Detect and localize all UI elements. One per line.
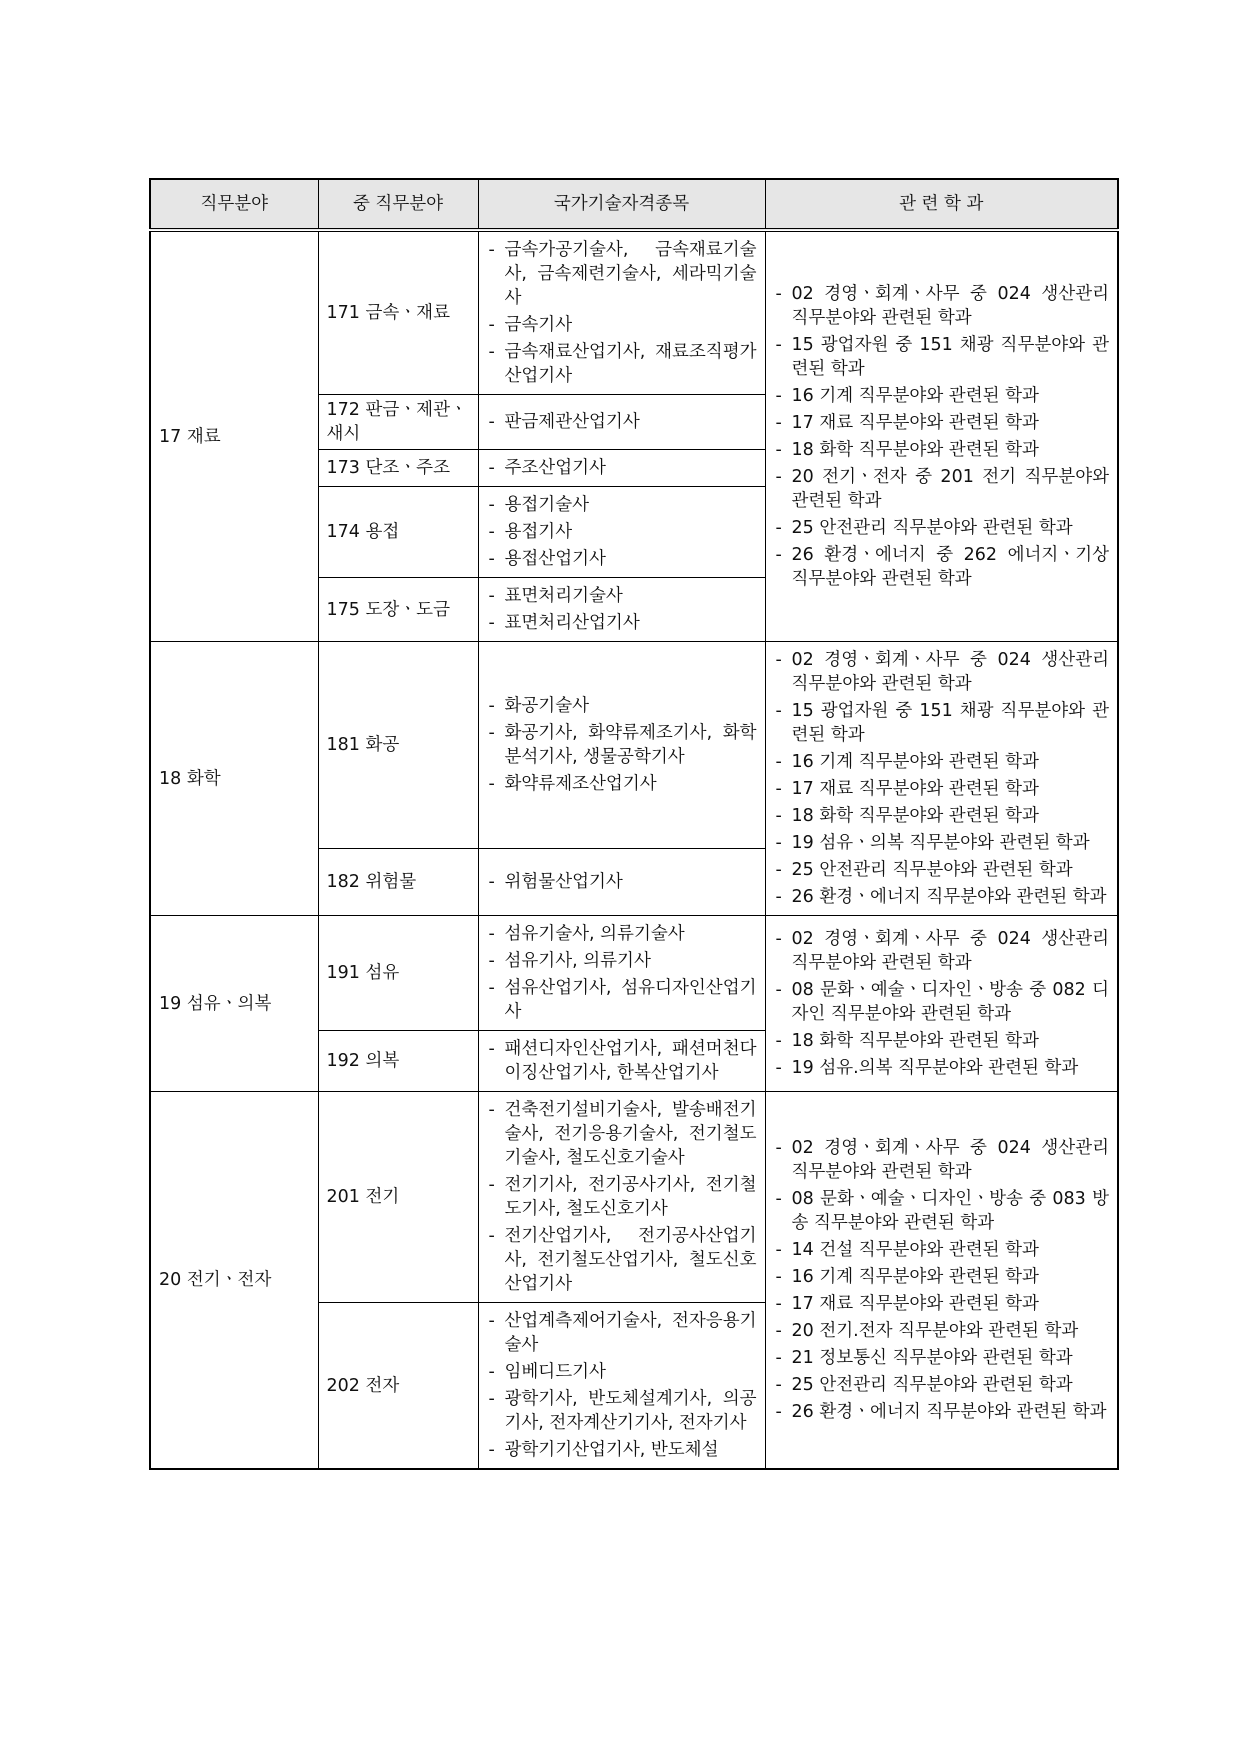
qualification-item: - 위험물산업기사: [487, 870, 757, 894]
qualification-table: [149, 178, 1119, 1470]
dept-item: - 15 광업자원 중 151 채광 직무분야와 관련된 학과: [774, 333, 1110, 381]
dept-item: - 17 재료 직무분야와 관련된 학과: [774, 411, 1110, 435]
dept-item: - 18 화학 직무분야와 관련된 학과: [774, 804, 1110, 828]
qualification-item: - 판금제관산업기사: [487, 410, 757, 434]
dept-item: - 20 전기.전자 직무분야와 관련된 학과: [774, 1319, 1110, 1343]
dept-item: - 14 건설 직무분야와 관련된 학과: [774, 1238, 1110, 1262]
dept-cell: [765, 916, 1118, 1092]
dept-item: - 08 문화ㆍ예술ㆍ디자인ㆍ방송 중 082 디자인 직무분야와 관련된 학과: [774, 978, 1110, 1026]
qualification-list: [487, 694, 757, 796]
dept-cell: [765, 642, 1118, 916]
qualification-item: - 섬유기사, 의류기사: [487, 949, 757, 973]
dept-item: - 19 섬유.의복 직무분야와 관련된 학과: [774, 1056, 1110, 1080]
subfield-cell: 181 화공: [318, 642, 478, 849]
qualification-item: - 용접산업기사: [487, 547, 757, 571]
table-row: [150, 642, 1118, 849]
dept-list: [774, 282, 1110, 591]
qualification-item: - 패션디자인산업기사, 패션머천다이징산업기사, 한복산업기사: [487, 1037, 757, 1085]
qualification-item: - 금속재료산업기사, 재료조직평가산업기사: [487, 340, 757, 388]
qualification-list: [487, 456, 757, 480]
dept-item: - 16 기계 직무분야와 관련된 학과: [774, 384, 1110, 408]
dept-item: - 15 광업자원 중 151 채광 직무분야와 관련된 학과: [774, 699, 1110, 747]
dept-list: [774, 927, 1110, 1080]
table-row: [150, 230, 1118, 395]
qualification-item: - 섬유산업기사, 섬유디자인산업기사: [487, 976, 757, 1024]
field-cell: 20 전기ㆍ전자: [150, 1092, 318, 1470]
field-cell: 18 화학: [150, 642, 318, 916]
dept-item: - 19 섬유ㆍ의복 직무분야와 관련된 학과: [774, 831, 1110, 855]
dept-cell: [765, 1092, 1118, 1470]
subfield-cell: 172 판금ㆍ제관ㆍ새시: [318, 395, 478, 450]
field-cell: 17 재료: [150, 230, 318, 642]
field-cell: 19 섬유ㆍ의복: [150, 916, 318, 1092]
dept-item: - 26 환경ㆍ에너지 중 262 에너지ㆍ기상 직무분야와 관련된 학과: [774, 543, 1110, 591]
subfield-cell: 202 전자: [318, 1303, 478, 1470]
qualification-item: - 광학기기산업기사, 반도체설: [487, 1438, 757, 1462]
qualification-list: [487, 870, 757, 894]
qualification-item: - 금속가공기술사, 금속재료기술사, 금속제련기술사, 세라믹기술사: [487, 238, 757, 310]
dept-item: - 02 경영ㆍ회계ㆍ사무 중 024 생산관리 직무분야와 관련된 학과: [774, 1136, 1110, 1184]
qualification-list: [487, 1309, 757, 1462]
qualification-list: [487, 1037, 757, 1085]
qualification-cell: [478, 642, 765, 849]
dept-item: - 08 문화ㆍ예술ㆍ디자인ㆍ방송 중 083 방송 직무분야와 관련된 학과: [774, 1187, 1110, 1235]
qualification-list: [487, 922, 757, 1024]
header-subfield: 중 직무분야: [318, 179, 478, 230]
qualification-cell: [478, 395, 765, 450]
dept-item: - 20 전기ㆍ전자 중 201 전기 직무분야와 관련된 학과: [774, 465, 1110, 513]
qualification-item: - 금속기사: [487, 313, 757, 337]
table-row: [150, 1092, 1118, 1303]
subfield-cell: 201 전기: [318, 1092, 478, 1303]
header-related-dept: 관 련 학 과: [765, 179, 1118, 230]
qualification-cell: [478, 916, 765, 1031]
qualification-item: - 화공기사, 화약류제조기사, 화학분석기사, 생물공학기사: [487, 721, 757, 769]
qualification-list: [487, 410, 757, 434]
qualification-item: - 임베디드기사: [487, 1360, 757, 1384]
subfield-cell: 173 단조ㆍ주조: [318, 450, 478, 487]
qualification-item: - 주조산업기사: [487, 456, 757, 480]
subfield-cell: 191 섬유: [318, 916, 478, 1031]
dept-cell: [765, 230, 1118, 642]
dept-item: - 02 경영ㆍ회계ㆍ사무 중 024 생산관리 직무분야와 관련된 학과: [774, 648, 1110, 696]
qualification-list: [487, 584, 757, 635]
qualification-item: - 건축전기설비기술사, 발송배전기술사, 전기응용기술사, 전기철도기술사, 철도신호기술사: [487, 1098, 757, 1170]
qualification-item: - 화공기술사: [487, 694, 757, 718]
qualification-cell: [478, 230, 765, 395]
qualification-cell: [478, 487, 765, 578]
qualification-cell: [478, 1031, 765, 1092]
dept-list: [774, 1136, 1110, 1424]
qualification-item: - 산업계측제어기술사, 전자응용기술사: [487, 1309, 757, 1357]
qualification-item: - 섬유기술사, 의류기술사: [487, 922, 757, 946]
qualification-item: - 용접기술사: [487, 493, 757, 517]
qualification-cell: [478, 450, 765, 487]
table-body: [150, 230, 1118, 1469]
dept-item: - 17 재료 직무분야와 관련된 학과: [774, 777, 1110, 801]
header-field: 직무분야: [150, 179, 318, 230]
subfield-cell: 174 용접: [318, 487, 478, 578]
dept-item: - 21 정보통신 직무분야와 관련된 학과: [774, 1346, 1110, 1370]
qualification-item: - 화약류제조산업기사: [487, 772, 757, 796]
qualification-cell: [478, 578, 765, 642]
qualification-item: - 표면처리기술사: [487, 584, 757, 608]
qualification-cell: [478, 1092, 765, 1303]
dept-list: [774, 648, 1110, 909]
dept-item: - 25 안전관리 직무분야와 관련된 학과: [774, 516, 1110, 540]
dept-item: - 26 환경ㆍ에너지 직무분야와 관련된 학과: [774, 885, 1110, 909]
qualification-item: - 광학기사, 반도체설계기사, 의공기사, 전자계산기기사, 전자기사: [487, 1387, 757, 1435]
qualification-item: - 전기기사, 전기공사기사, 전기철도기사, 철도신호기사: [487, 1173, 757, 1221]
subfield-cell: 171 금속ㆍ재료: [318, 230, 478, 395]
table-row: [150, 916, 1118, 1031]
qualification-item: - 전기산업기사, 전기공사산업기사, 전기철도산업기사, 철도신호산업기사: [487, 1224, 757, 1296]
subfield-cell: 182 위험물: [318, 849, 478, 916]
qualification-cell: [478, 849, 765, 916]
subfield-cell: 175 도장ㆍ도금: [318, 578, 478, 642]
qualification-list: [487, 1098, 757, 1296]
qualification-list: [487, 493, 757, 571]
qualification-item: - 용접기사: [487, 520, 757, 544]
dept-item: - 16 기계 직무분야와 관련된 학과: [774, 1265, 1110, 1289]
table-header-row: [150, 179, 1118, 230]
qualification-list: [487, 238, 757, 388]
dept-item: - 18 화학 직무분야와 관련된 학과: [774, 1029, 1110, 1053]
dept-item: - 25 안전관리 직무분야와 관련된 학과: [774, 858, 1110, 882]
dept-item: - 16 기계 직무분야와 관련된 학과: [774, 750, 1110, 774]
dept-item: - 25 안전관리 직무분야와 관련된 학과: [774, 1373, 1110, 1397]
dept-item: - 18 화학 직무분야와 관련된 학과: [774, 438, 1110, 462]
qualification-item: - 표면처리산업기사: [487, 611, 757, 635]
header-qualification: 국가기술자격종목: [478, 179, 765, 230]
dept-item: - 17 재료 직무분야와 관련된 학과: [774, 1292, 1110, 1316]
dept-item: - 02 경영ㆍ회계ㆍ사무 중 024 생산관리 직무분야와 관련된 학과: [774, 282, 1110, 330]
dept-item: - 02 경영ㆍ회계ㆍ사무 중 024 생산관리 직무분야와 관련된 학과: [774, 927, 1110, 975]
dept-item: - 26 환경ㆍ에너지 직무분야와 관련된 학과: [774, 1400, 1110, 1424]
subfield-cell: 192 의복: [318, 1031, 478, 1092]
qualification-cell: [478, 1303, 765, 1470]
